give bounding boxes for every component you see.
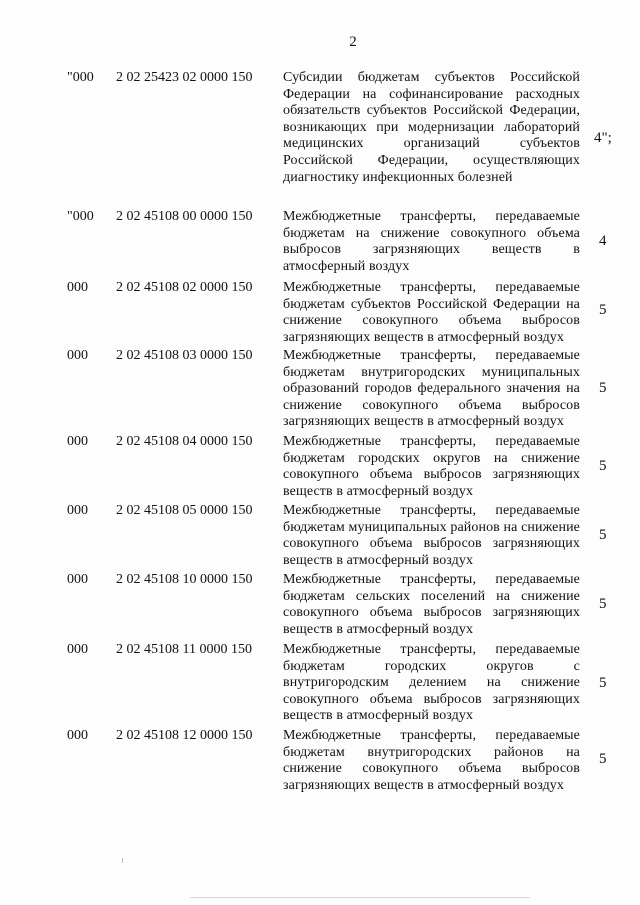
revenue-description: Субсидии бюджетам субъектов Российской Федерации на софинансирование расходных обязательств субъектов Российской Федерации, возникающих при модернизации лабораторий медицинских организаций субъектов Российской Федерации, осуществляющих диагностику инфекционных болезней: [283, 70, 580, 185]
revenue-description: Межбюджетные трансферты, передаваемые бюджетам городских округов с внутригородским делением на снижение совокупного объема выбросов загрязняющих веществ в атмосферный воздух: [283, 642, 580, 724]
budget-classification-code: 2 02 45108 05 0000 150: [116, 503, 253, 518]
rate-value: 5: [599, 458, 607, 474]
budget-classification-code: 2 02 45108 03 0000 150: [116, 348, 253, 363]
budget-classification-code: 2 02 45108 04 0000 150: [116, 434, 253, 449]
admin-code: "000: [67, 209, 94, 224]
budget-classification-code: 2 02 45108 12 0000 150: [116, 728, 253, 743]
rate-value: 4";: [594, 130, 612, 146]
admin-code: "000: [67, 70, 94, 85]
admin-code: 000: [67, 280, 88, 295]
rate-value: 5: [599, 527, 607, 543]
admin-code: 000: [67, 642, 88, 657]
rate-value: 5: [599, 380, 607, 396]
page-number: 2: [349, 34, 357, 50]
budget-classification-code: 2 02 45108 11 0000 150: [116, 642, 252, 657]
revenue-description: Межбюджетные трансферты, передаваемые бюджетам на снижение совокупного объема выбросов загрязняющих веществ в атмосферный воздух: [283, 209, 580, 274]
revenue-description: Межбюджетные трансферты, передаваемые бюджетам муниципальных районов на снижение совокупного объема выбросов загрязняющих веществ в атмосферный воздух: [283, 503, 580, 568]
rate-value: 5: [599, 675, 607, 691]
admin-code: 000: [67, 572, 88, 587]
rate-value: 5: [599, 751, 607, 767]
budget-classification-code: 2 02 25423 02 0000 150: [116, 70, 253, 85]
revenue-description: Межбюджетные трансферты, передаваемые бюджетам внутригородских муниципальных образований городов федерального значения на снижение совокупного объема выбросов загрязняющих веществ в атмосферный воздух: [283, 348, 580, 430]
rate-value: 5: [599, 302, 607, 318]
revenue-description: Межбюджетные трансферты, передаваемые бюджетам субъектов Российской Федерации на снижение совокупного объема выбросов загрязняющих веществ в атмосферный воздух: [283, 280, 580, 345]
rate-value: 5: [599, 596, 607, 612]
rate-value: 4: [599, 233, 607, 249]
budget-classification-code: 2 02 45108 10 0000 150: [116, 572, 253, 587]
budget-classification-code: 2 02 45108 02 0000 150: [116, 280, 253, 295]
revenue-description: Межбюджетные трансферты, передаваемые бюджетам городских округов на снижение совокупного объема выбросов загрязняющих веществ в атмосферный воздух: [283, 434, 580, 499]
admin-code: 000: [67, 348, 88, 363]
admin-code: 000: [67, 434, 88, 449]
admin-code: 000: [67, 728, 88, 743]
admin-code: 000: [67, 503, 88, 518]
scan-artifact: [190, 897, 530, 898]
revenue-description: Межбюджетные трансферты, передаваемые бюджетам сельских поселений на снижение совокупного объема выбросов загрязняющих веществ в атмосферный воздух: [283, 572, 580, 637]
budget-classification-code: 2 02 45108 00 0000 150: [116, 209, 253, 224]
scan-artifact: [122, 858, 123, 863]
revenue-description: Межбюджетные трансферты, передаваемые бюджетам внутригородских районов на снижение совокупного объема выбросов загрязняющих веществ в атмосферный воздух: [283, 728, 580, 793]
